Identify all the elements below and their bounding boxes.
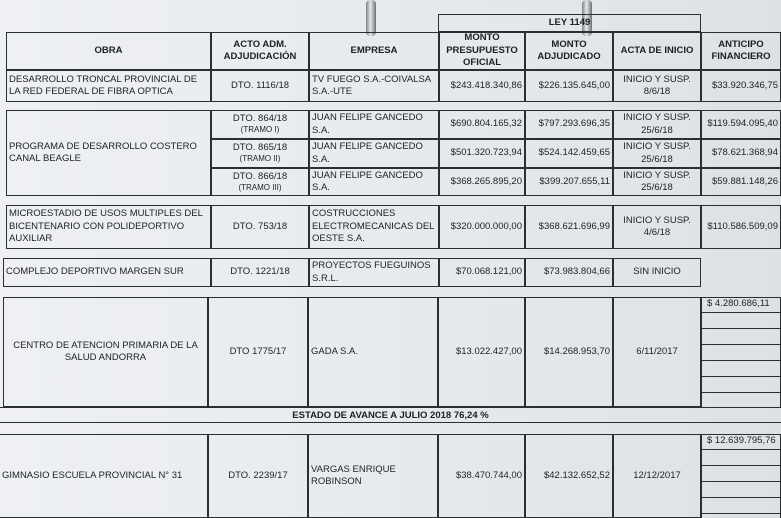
complejo-adjudicado: $73.983.804,66 (525, 258, 613, 287)
fibra-adjudicado: $226.135.645,00 (525, 70, 613, 102)
header-obra: OBRA (6, 32, 211, 70)
fibra-presupuesto: $243.418.340,86 (439, 70, 525, 102)
costero-tramo2-label: (TRAMO II) (239, 154, 281, 164)
microestadio-anticipo: $110.586.509,09 (701, 205, 781, 249)
estado-avance-banner: ESTADO DE AVANCE A JULIO 2018 76,24 % (0, 407, 781, 423)
gimnasio-presupuesto: $38.470.744,00 (438, 434, 525, 518)
gimnasio-adjudicado: $42.132.652,52 (525, 434, 613, 518)
costero-tramo3-acta: INICIO Y SUSP. 25/6/18 (613, 168, 701, 196)
centro-adjudicado: $14.268.953,70 (525, 297, 613, 407)
complejo-empresa: PROYECTOS FUEGUINOS S.R.L. (309, 258, 439, 287)
complejo-acta: SIN INICIO (613, 258, 701, 287)
fibra-acto: DTO. 1116/18 (211, 70, 309, 102)
complejo-presupuesto: $70.068.121,00 (439, 258, 525, 287)
microestadio-obra: MICROESTADIO DE USOS MULTIPLES DEL BICENTENARIO CON POLIDEPORTIVO AUXILIAR (6, 205, 211, 249)
header-empresa: EMPRESA (309, 32, 439, 70)
law-title: LEY 1149 (438, 14, 701, 32)
costero-tramo3-empresa: JUAN FELIPE GANCEDO S.A. (309, 168, 439, 196)
costero-tramo3-anticipo: $59.881.148,26 (701, 168, 781, 196)
costero-tramo1-adjudicado: $797.293.696,35 (525, 110, 613, 139)
costero-tramo1-presupuesto: $690.804.165,32 (439, 110, 525, 139)
costero-tramo1-dto: DTO. 864/18 (232, 113, 288, 125)
costero-tramo3-adjudicado: $399.207.655,11 (525, 168, 613, 196)
fibra-empresa: TV FUEGO S.A.-COIVALSA S.A.-UTE (309, 70, 439, 102)
costero-tramo1-anticipo: $119.594.095,40 (701, 110, 781, 139)
complejo-obra: COMPLEJO DEPORTIVO MARGEN SUR (3, 258, 211, 287)
header-anticipo: ANTICIPO FINANCIERO (701, 32, 781, 70)
header-acta: ACTA DE INICIO (613, 32, 701, 70)
costero-tramo1-empresa: JUAN FELIPE GANCEDO S.A. (309, 110, 439, 139)
costero-tramo2-presupuesto: $501.320.723,94 (439, 139, 525, 168)
gimnasio-empresa: VARGAS ENRIQUE ROBINSON (308, 434, 438, 518)
centro-anticipo: $ 4.280.686,11 (701, 297, 781, 313)
microestadio-acto: DTO. 753/18 (211, 205, 309, 249)
complejo-acto: DTO. 1221/18 (211, 258, 309, 287)
fibra-obra: DESARROLLO TRONCAL PROVINCIAL DE LA RED FEDERAL DE FIBRA OPTICA (6, 70, 211, 102)
costero-tramo2-dto: DTO. 865/18 (232, 142, 288, 154)
microestadio-adjudicado: $368.621.696,99 (525, 205, 613, 249)
costero-tramo2-anticipo: $78.621.368,94 (701, 139, 781, 168)
microestadio-presupuesto: $320.000.000,00 (439, 205, 525, 249)
gimnasio-anticipo: $ 12.639.795,76 (701, 434, 781, 450)
gimnasio-anticipo-grid (701, 450, 781, 518)
costero-tramo1-acto (211, 110, 309, 139)
costero-tramo2-adjudicado: $524.142.459,65 (525, 139, 613, 168)
gimnasio-obra: GIMNASIO ESCUELA PROVINCIAL N° 31 (0, 434, 208, 518)
costero-tramo1-label: (TRAMO I) (240, 125, 280, 135)
gimnasio-acta: 12/12/2017 (613, 434, 701, 518)
centro-obra: CENTRO DE ATENCION PRIMARIA DE LA SALUD ANDORRA (3, 297, 208, 407)
microestadio-acta: INICIO Y SUSP. 4/6/18 (613, 205, 701, 249)
costero-tramo3-acto (211, 168, 309, 196)
header-acto: ACTO ADM. ADJUDICACIÓN (211, 32, 309, 70)
centro-anticipo-grid (701, 313, 781, 407)
gimnasio-acto: DTO. 2239/17 (208, 434, 308, 518)
fibra-acta: INICIO Y SUSP. 8/6/18 (613, 70, 701, 102)
fibra-anticipo: $33.920.346,75 (701, 70, 781, 102)
costero-obra: PROGRAMA DE DESARROLLO COSTERO CANAL BEAGLE (6, 110, 211, 196)
costero-tramo2-empresa: JUAN FELIPE GANCEDO S.A. (309, 139, 439, 168)
centro-acto: DTO 1775/17 (208, 297, 308, 407)
centro-presupuesto: $13.022.427,00 (438, 297, 525, 407)
centro-empresa: GADA S.A. (308, 297, 438, 407)
binder-ring-left (366, 0, 376, 36)
costero-tramo3-presupuesto: $368.265.895,20 (439, 168, 525, 196)
header-monto-presupuesto: MONTO PRESUPUESTO OFICIAL (439, 32, 525, 70)
costero-tramo2-acto (211, 139, 309, 168)
microestadio-empresa: COSTRUCCIONES ELECTROMECANICAS DEL OESTE S.A. (309, 205, 439, 249)
costero-tramo1-acta: INICIO Y SUSP. 25/6/18 (613, 110, 701, 139)
costero-tramo3-dto: DTO. 866/18 (232, 170, 288, 182)
centro-acta: 6/11/2017 (613, 297, 701, 407)
costero-tramo2-acta: INICIO Y SUSP. 25/6/18 (613, 139, 701, 168)
costero-tramo3-label: (TRAMO III) (238, 182, 282, 192)
header-monto-adjudicado: MONTO ADJUDICADO (525, 32, 613, 70)
